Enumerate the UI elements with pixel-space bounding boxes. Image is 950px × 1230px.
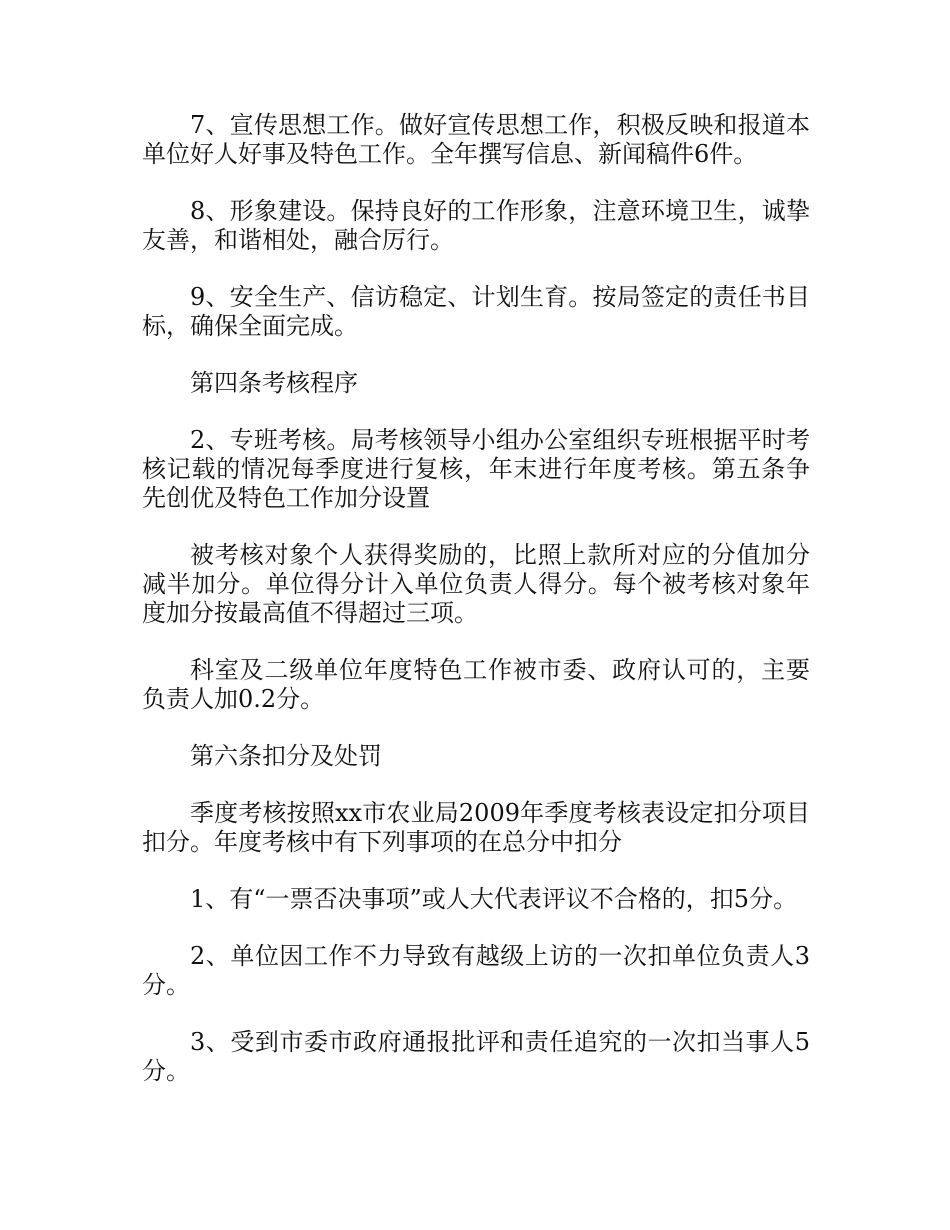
paragraph-item-publicity: 7、宣传思想工作。做好宣传思想工作，积极反映和报道本单位好人好事及特色工作。全年撰写信息、新闻稿件6件。 xyxy=(142,111,810,168)
paragraph-deduction-1: 1、有“一票否决事项”或人大代表评议不合格的，扣5分。 xyxy=(190,885,798,913)
paragraph-quarterly-assessment: 季度考核按照xx市农业局2009年季度考核表设定扣分项目扣分。年度考核中有下列事项的在总分中扣分 xyxy=(142,799,810,856)
document-page xyxy=(142,111,810,1114)
paragraph-item-special-assessment: 2、专班考核。局考核领导小组办公室组织专班根据平时考核记载的情况每季度进行复核，年末进行年度考核。第五条争先创优及特色工作加分设置 xyxy=(142,426,810,512)
paragraph-item-image-building: 8、形象建设。保持良好的工作形象，注意环境卫生，诚挚友善，和谐相处，融合厉行。 xyxy=(142,197,810,254)
paragraph-featured-work: 科室及二级单位年度特色工作被市委、政府认可的，主要负责人加0.2分。 xyxy=(142,656,810,713)
section-heading-article-6: 第六条扣分及处罚 xyxy=(190,742,382,770)
section-heading-article-4: 第四条考核程序 xyxy=(190,369,358,397)
paragraph-deduction-2: 2、单位因工作不力导致有越级上访的一次扣单位负责人3分。 xyxy=(142,942,810,999)
paragraph-item-safety: 9、安全生产、信访稳定、计划生育。按局签定的责任书目标，确保全面完成。 xyxy=(142,283,810,340)
paragraph-deduction-3: 3、受到市委市政府通报批评和责任追究的一次扣当事人5分。 xyxy=(142,1028,810,1085)
paragraph-individual-awards: 被考核对象个人获得奖励的，比照上款所对应的分值加分减半加分。单位得分计入单位负责人得分。每个被考核对象年度加分按最高值不得超过三项。 xyxy=(142,541,810,627)
